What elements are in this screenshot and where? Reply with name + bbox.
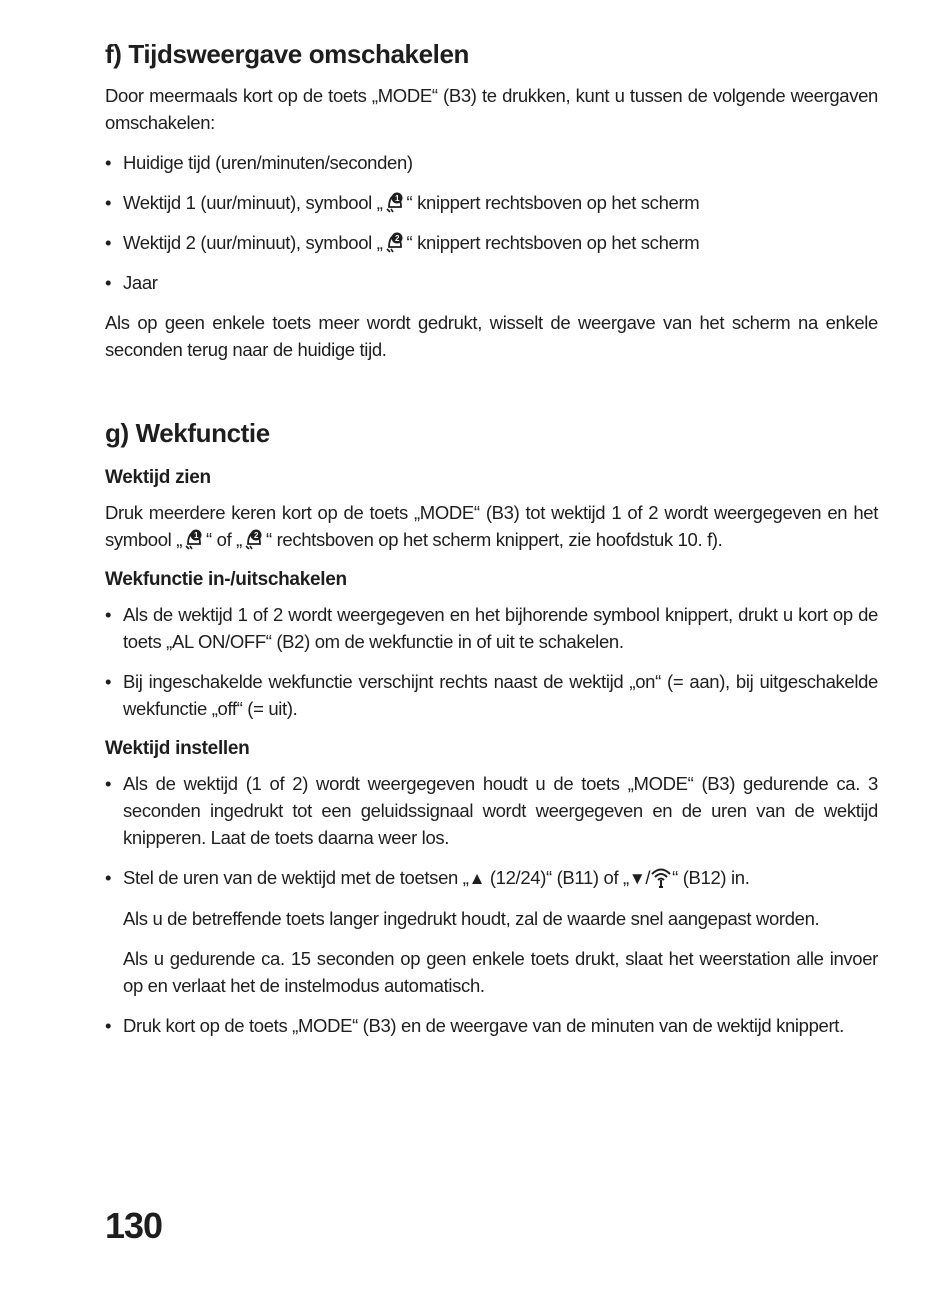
wektijd-zien-paragraph: Druk meerdere keren kort op de toets „MODE“ (B3) tot wektijd 1 of 2 wordt weergegeven en het symbool „ 1 “ of „ 2 “ rechtsboven op het scherm knippert, zie hoofdstuk 10. f). <box>105 502 878 550</box>
subheading-wektijd-zien: Wektijd zien <box>105 467 211 488</box>
list-item: • Stel de uren van de wektijd met de toetsen „▲ (12/24)“ (B11) of „▼/ “ (B12) in. Als u de betreffende toets langer ingedrukt houdt, zal de waarde snel aangepast worden. Als u gedurende ca. 15 seconden op geen enkele toets drukt, slaat het weerstation alle invoer op en verlaat het de instelmodus automatisch. <box>105 864 878 999</box>
down-arrow-icon: ▼ <box>628 869 646 888</box>
alarm-1-icon <box>183 528 205 550</box>
svg-text:1: 1 <box>394 194 399 203</box>
list-item: • Als de wektijd 1 of 2 wordt weergegeven en het bijhorende symbool knippert, drukt u kort op de toets „AL ON/OFF“ (B2) om de wekfunctie in of uit te schakelen. <box>105 601 878 655</box>
svg-text:2: 2 <box>394 234 399 243</box>
svg-text:2: 2 <box>253 531 259 540</box>
wifi-signal-icon <box>650 866 672 888</box>
alarm-2-icon <box>384 231 406 253</box>
wekfunctie-list <box>105 601 878 722</box>
alarm-1-icon <box>384 191 406 213</box>
list-item: • Huidige tijd (uren/minuten/seconden) <box>105 149 878 176</box>
alarm-2-icon <box>243 528 265 550</box>
bullet-note: Als u gedurende ca. 15 seconden op geen enkele toets drukt, slaat het weerstation alle invoer op en verlaat het de instelmodus automatisch. <box>123 948 878 996</box>
svg-text:1: 1 <box>193 531 199 540</box>
list-item: • Wektijd 1 (uur/minuut), symbool „ 1 “ knippert rechtsboven op het scherm <box>105 189 878 216</box>
section-f-list <box>105 149 878 296</box>
up-arrow-icon: ▲ <box>468 869 486 888</box>
list-item: • Druk kort op de toets „MODE“ (B3) en de weergave van de minuten van de wektijd knippert. <box>105 1012 878 1039</box>
list-item: • Wektijd 2 (uur/minuut), symbool „ 2 “ knippert rechtsboven op het scherm <box>105 229 878 256</box>
page-number: 130 <box>105 1205 163 1246</box>
section-g-heading: g) Wekfunctie <box>105 418 270 448</box>
list-item: • Als de wektijd (1 of 2) wordt weergegeven houdt u de toets „MODE“ (B3) gedurende ca. 3 seconden ingedrukt tot een geluidssignaal wordt weergegeven en de uren van de wektijd knipperen. Laat de toets daarna weer los. <box>105 770 878 851</box>
list-item: • Jaar <box>105 269 878 296</box>
subheading-wekfunctie-schakelen: Wekfunctie in-/uitschakelen <box>105 569 347 590</box>
bullet-note: Als u de betreffende toets langer ingedrukt houdt, zal de waarde snel aangepast worden. <box>123 908 820 929</box>
list-item: • Bij ingeschakelde wekfunctie verschijnt rechts naast de wektijd „on“ (= aan), bij uitgeschakelde wekfunctie „off“ (= uit). <box>105 668 878 722</box>
document-page <box>105 36 878 1052</box>
section-f-intro: Door meermaals kort op de toets „MODE“ (B3) te drukken, kunt u tussen de volgende weergaven omschakelen: <box>105 85 878 133</box>
section-f-heading: f) Tijdsweergave omschakelen <box>105 39 470 69</box>
wektijd-instellen-list <box>105 770 878 1039</box>
subheading-wektijd-instellen: Wektijd instellen <box>105 738 250 759</box>
section-f-outro: Als op geen enkele toets meer wordt gedrukt, wisselt de weergave van het scherm na enkele seconden terug naar de huidige tijd. <box>105 312 878 360</box>
